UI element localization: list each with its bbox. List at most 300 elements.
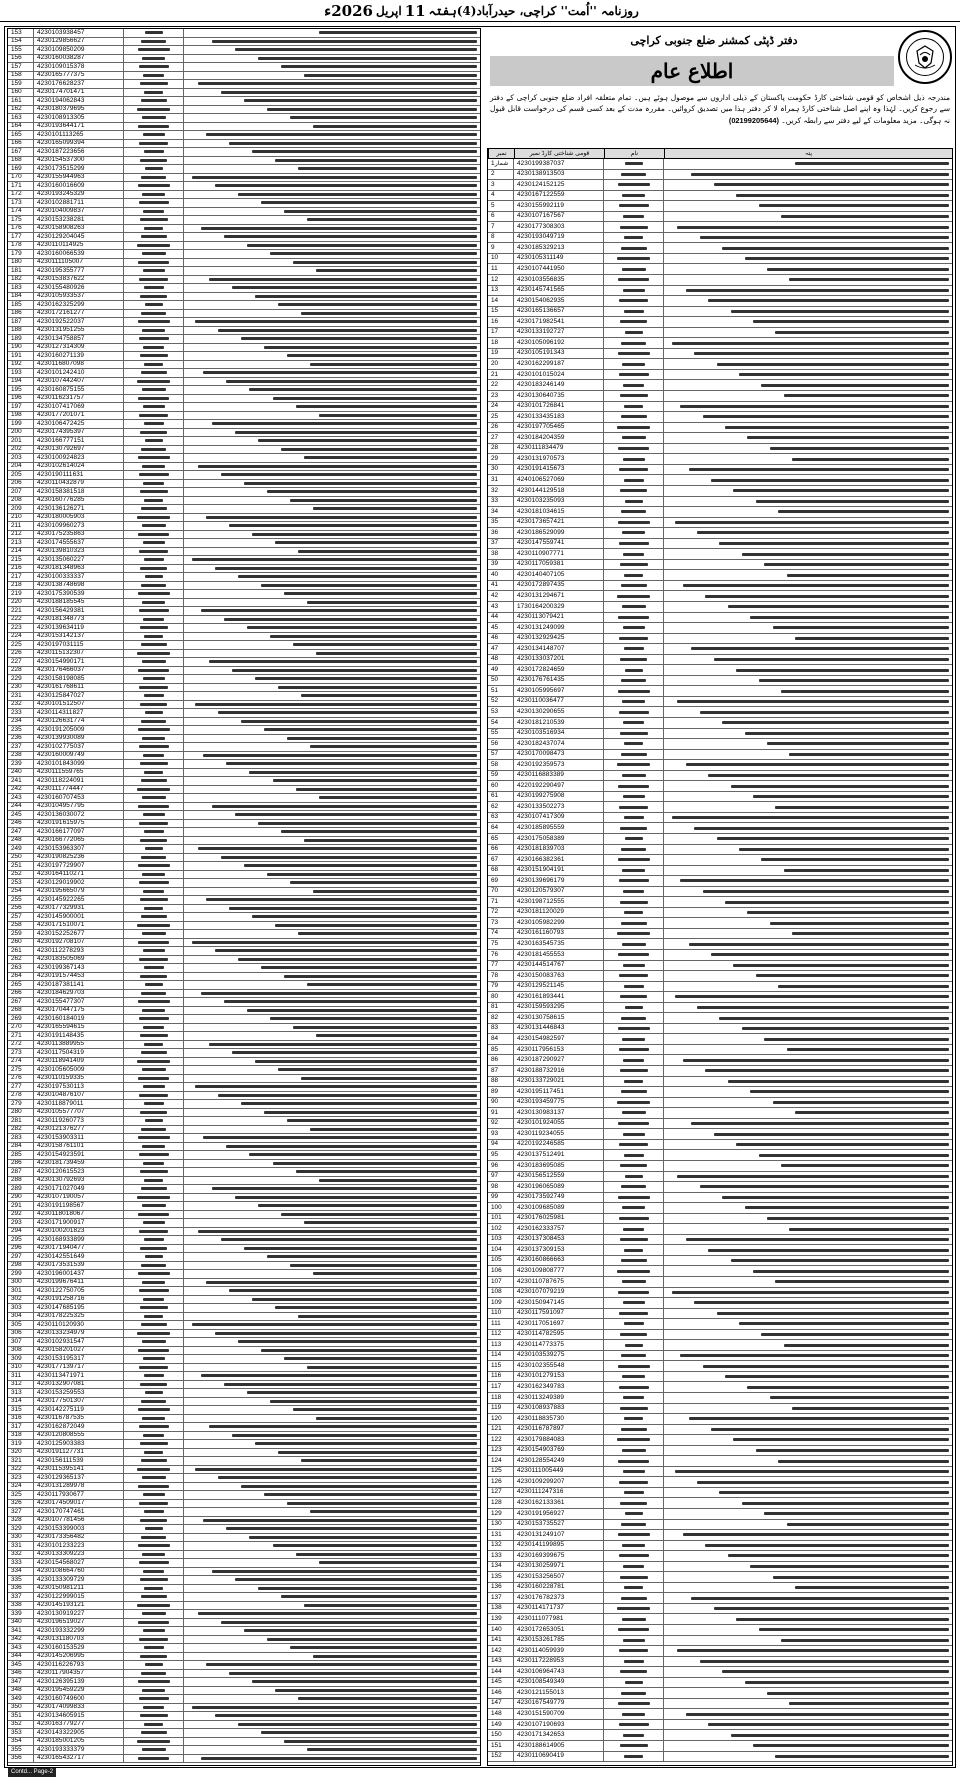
name-text-illegible xyxy=(624,1249,643,1252)
name-text-illegible xyxy=(620,827,647,830)
address-text-illegible xyxy=(229,142,477,145)
serial-number: 93 xyxy=(488,1129,514,1139)
name-cell xyxy=(604,1730,664,1740)
table-row xyxy=(488,729,952,740)
address-text-illegible xyxy=(296,1170,477,1173)
serial-number: 156 xyxy=(8,55,34,63)
address-text-illegible xyxy=(731,310,949,313)
name-text-illegible xyxy=(144,1102,164,1105)
name-cell xyxy=(604,1625,664,1635)
table-row xyxy=(8,752,480,761)
name-text-illegible xyxy=(625,162,643,165)
name-text-illegible xyxy=(141,856,166,859)
address-text-illegible xyxy=(241,1102,477,1105)
name-cell xyxy=(124,1738,184,1746)
address-cell xyxy=(184,956,480,964)
table-row xyxy=(488,1435,952,1446)
serial-number: 194 xyxy=(8,378,34,386)
cnic-number: 4230116787897 xyxy=(514,1425,604,1435)
address-cell xyxy=(664,665,952,675)
cnic-number: 4230196001437 xyxy=(34,1270,124,1278)
cnic-number: 4230133037201 xyxy=(514,655,604,665)
serial-number: 16 xyxy=(488,317,514,327)
name-text-illegible xyxy=(622,1375,645,1378)
address-cell xyxy=(664,1087,952,1097)
address-cell xyxy=(664,539,952,549)
name-text-illegible xyxy=(140,490,168,493)
serial-number: 326 xyxy=(8,1500,34,1508)
address-cell xyxy=(664,1055,952,1065)
serial-number: 101 xyxy=(488,1214,514,1224)
name-cell xyxy=(124,463,184,471)
serial-number: 335 xyxy=(8,1576,34,1584)
serial-number: 127 xyxy=(488,1488,514,1498)
serial-number: 312 xyxy=(8,1381,34,1389)
name-cell xyxy=(124,752,184,760)
cnic-number: 4230108664760 xyxy=(34,1568,124,1576)
address-text-illegible xyxy=(258,57,477,60)
address-cell xyxy=(664,718,952,728)
serial-number: 255 xyxy=(8,896,34,904)
name-cell xyxy=(604,465,664,475)
table-row xyxy=(488,1309,952,1320)
serial-number: 150 xyxy=(488,1730,514,1740)
address-text-illegible xyxy=(759,1628,949,1631)
name-text-illegible xyxy=(622,194,645,197)
address-text-illegible xyxy=(316,269,477,272)
serial-number: 204 xyxy=(8,463,34,471)
serial-number: 295 xyxy=(8,1236,34,1244)
cnic-number: 4230193459775 xyxy=(514,1098,604,1108)
serial-number: 270 xyxy=(8,1024,34,1032)
cnic-number: 4230170747461 xyxy=(34,1508,124,1516)
name-cell xyxy=(124,1576,184,1584)
serial-number: 273 xyxy=(8,1049,34,1057)
serial-number: 190 xyxy=(8,344,34,352)
name-text-illegible xyxy=(145,847,163,850)
cnic-number: 4230191205009 xyxy=(34,726,124,734)
name-cell xyxy=(604,897,664,907)
address-text-illegible xyxy=(728,1554,949,1557)
cnic-number: 4230140407105 xyxy=(514,570,604,580)
address-text-illegible xyxy=(795,1111,949,1114)
name-text-illegible xyxy=(143,1357,165,1360)
address-cell xyxy=(664,338,952,348)
name-cell xyxy=(124,1372,184,1380)
cnic-number: 4230173515299 xyxy=(34,165,124,173)
name-text-illegible xyxy=(621,1090,647,1093)
table-row xyxy=(8,956,480,965)
table-row xyxy=(8,1287,480,1296)
address-cell xyxy=(184,1041,480,1049)
serial-number: 297 xyxy=(8,1253,34,1261)
table-row xyxy=(488,982,952,993)
cnic-number: 4230150083763 xyxy=(514,971,604,981)
cnic-number: 4230131446843 xyxy=(514,1024,604,1034)
name-text-illegible xyxy=(618,1702,650,1705)
name-cell xyxy=(604,1414,664,1424)
address-text-illegible xyxy=(201,609,477,612)
cnic-number: 4230103938457 xyxy=(34,29,124,37)
cnic-number: 4230102881711 xyxy=(34,199,124,207)
name-cell xyxy=(124,556,184,564)
serial-number: 355 xyxy=(8,1746,34,1754)
table-row xyxy=(488,845,952,856)
name-text-illegible xyxy=(624,236,643,239)
address-cell xyxy=(184,896,480,904)
notice-body-line-3: مزید معلومات کے لیے دفتر سے رابطہ کریں۔ xyxy=(781,115,917,125)
address-text-illegible xyxy=(759,679,949,682)
table-row xyxy=(8,1117,480,1126)
address-cell xyxy=(184,1636,480,1644)
name-text-illegible xyxy=(142,57,165,60)
name-text-illegible xyxy=(142,1689,165,1692)
table-row xyxy=(8,310,480,319)
address-text-illegible xyxy=(201,1757,477,1760)
name-text-illegible xyxy=(623,1228,644,1231)
serial-number: 233 xyxy=(8,709,34,717)
name-cell xyxy=(604,1129,664,1139)
address-cell xyxy=(184,1704,480,1712)
address-cell xyxy=(184,1126,480,1134)
address-cell xyxy=(184,1015,480,1023)
address-text-illegible xyxy=(293,1026,477,1029)
address-cell xyxy=(184,905,480,913)
cnic-number: 4230193332299 xyxy=(34,1627,124,1635)
serial-number: 343 xyxy=(8,1644,34,1652)
name-cell xyxy=(604,1203,664,1213)
name-cell xyxy=(124,1279,184,1287)
table-row xyxy=(8,896,480,905)
name-text-illegible xyxy=(623,1396,644,1399)
address-text-illegible xyxy=(244,864,477,867)
address-text-illegible xyxy=(319,796,477,799)
address-text-illegible xyxy=(750,616,949,619)
serial-number: 130 xyxy=(488,1520,514,1530)
cnic-number: 4230162325299 xyxy=(34,301,124,309)
name-cell xyxy=(124,395,184,403)
serial-number: 28 xyxy=(488,444,514,454)
address-text-illegible xyxy=(293,261,477,264)
address-text-illegible xyxy=(226,380,477,383)
address-cell xyxy=(664,328,952,338)
address-text-illegible xyxy=(232,1051,477,1054)
cnic-number: 4230101113265 xyxy=(34,131,124,139)
serial-number: 12 xyxy=(488,275,514,285)
serial-number: 25 xyxy=(488,412,514,422)
address-text-illegible xyxy=(781,215,949,218)
name-cell xyxy=(604,939,664,949)
address-text-illegible xyxy=(767,742,949,745)
address-cell xyxy=(184,1517,480,1525)
name-cell xyxy=(124,1508,184,1516)
serial-number: 262 xyxy=(8,956,34,964)
table-row xyxy=(488,539,952,550)
serial-number: 189 xyxy=(8,335,34,343)
cnic-number: 4230174555637 xyxy=(34,539,124,547)
serial-number: 348 xyxy=(8,1687,34,1695)
serial-number: 14 xyxy=(488,296,514,306)
table-row xyxy=(8,208,480,217)
name-text-illegible xyxy=(139,1502,168,1505)
address-cell xyxy=(184,913,480,921)
address-cell xyxy=(664,1604,952,1614)
name-cell xyxy=(604,170,664,180)
address-cell xyxy=(184,786,480,794)
name-text-illegible xyxy=(138,48,170,51)
serial-number: 258 xyxy=(8,922,34,930)
name-text-illegible xyxy=(143,754,164,757)
cnic-number: 4230113471971 xyxy=(34,1372,124,1380)
name-text-illegible xyxy=(622,1038,645,1041)
cnic-number: 4230116231757 xyxy=(34,395,124,403)
header-cnic: قومی شناختی کارڈ نمبر xyxy=(514,149,604,158)
address-cell xyxy=(664,1098,952,1108)
cnic-number: 4230171900917 xyxy=(34,1219,124,1227)
serial-number: 231 xyxy=(8,692,34,700)
table-row xyxy=(488,1235,952,1246)
serial-number: 234 xyxy=(8,718,34,726)
table-row xyxy=(8,174,480,183)
address-cell xyxy=(184,344,480,352)
table-row xyxy=(488,697,952,708)
address-cell xyxy=(664,655,952,665)
name-text-illegible xyxy=(137,108,170,111)
serial-number: 296 xyxy=(8,1245,34,1253)
table-row xyxy=(488,497,952,508)
address-text-illegible xyxy=(221,856,477,859)
cnic-number: 4230192359573 xyxy=(514,760,604,770)
cnic-number: 4230166772065 xyxy=(34,837,124,845)
name-cell xyxy=(124,531,184,539)
address-text-illegible xyxy=(784,1344,949,1347)
name-cell xyxy=(604,1140,664,1150)
address-cell xyxy=(664,971,952,981)
address-text-illegible xyxy=(224,1383,477,1386)
cnic-number: 4230109960273 xyxy=(34,522,124,530)
table-row xyxy=(8,599,480,608)
name-text-illegible xyxy=(623,1301,645,1304)
serial-number: 271 xyxy=(8,1032,34,1040)
cnic-number: 4230181348963 xyxy=(34,565,124,573)
address-cell xyxy=(184,922,480,930)
name-cell xyxy=(124,1083,184,1091)
table-row xyxy=(488,897,952,908)
address-text-illegible xyxy=(244,1247,477,1250)
name-cell xyxy=(604,707,664,717)
address-cell xyxy=(184,709,480,717)
name-cell xyxy=(124,930,184,938)
name-cell xyxy=(124,1049,184,1057)
address-text-illegible xyxy=(255,677,477,680)
name-text-illegible xyxy=(144,499,163,502)
name-cell xyxy=(604,1667,664,1677)
name-cell xyxy=(604,1425,664,1435)
cnic-number: 4230118224091 xyxy=(34,777,124,785)
table-row xyxy=(488,813,952,824)
address-cell xyxy=(184,1287,480,1295)
address-cell xyxy=(664,1129,952,1139)
address-text-illegible xyxy=(775,1755,949,1758)
address-cell xyxy=(664,1752,952,1762)
table-row xyxy=(8,1296,480,1305)
cnic-number: 4220192246585 xyxy=(514,1140,604,1150)
name-text-illegible xyxy=(624,742,643,745)
cnic-number: 4230120579307 xyxy=(514,887,604,897)
name-cell xyxy=(124,1746,184,1754)
name-cell xyxy=(124,1015,184,1023)
address-text-illegible xyxy=(767,1217,949,1220)
serial-number: 191 xyxy=(8,352,34,360)
name-cell xyxy=(124,1117,184,1125)
serial-number: 170 xyxy=(8,174,34,182)
name-cell xyxy=(124,165,184,173)
table-row xyxy=(8,437,480,446)
address-text-illegible xyxy=(711,953,949,956)
table-row xyxy=(8,1330,480,1339)
name-cell xyxy=(604,1309,664,1319)
table-row xyxy=(488,634,952,645)
table-row xyxy=(8,573,480,582)
table-row xyxy=(8,454,480,463)
cnic-number: 4230130983137 xyxy=(514,1108,604,1118)
address-text-illegible xyxy=(697,1481,949,1484)
address-text-illegible xyxy=(753,1744,949,1747)
name-text-illegible xyxy=(617,595,650,598)
cnic-number: 4230109299207 xyxy=(514,1477,604,1487)
name-text-illegible xyxy=(618,690,650,693)
address-cell xyxy=(664,1319,952,1329)
address-cell xyxy=(184,650,480,658)
address-text-illegible xyxy=(264,728,477,731)
name-text-illegible xyxy=(619,1312,648,1315)
address-text-illegible xyxy=(770,447,949,450)
cnic-number: 4230177329931 xyxy=(34,905,124,913)
name-cell xyxy=(124,709,184,717)
name-text-illegible xyxy=(144,635,163,638)
address-text-illegible xyxy=(787,574,949,577)
name-cell xyxy=(604,1530,664,1540)
cnic-number: 4230117051697 xyxy=(514,1319,604,1329)
address-text-illegible xyxy=(287,1502,477,1505)
serial-number: 22 xyxy=(488,380,514,390)
name-text-illegible xyxy=(623,215,644,218)
name-text-illegible xyxy=(621,679,646,682)
address-text-illegible xyxy=(270,252,477,255)
serial-number: 290 xyxy=(8,1194,34,1202)
address-text-illegible xyxy=(206,516,477,519)
serial-number: 102 xyxy=(488,1224,514,1234)
serial-number: 5 xyxy=(488,201,514,211)
name-cell xyxy=(124,905,184,913)
serial-number: 134 xyxy=(488,1562,514,1572)
notice-phone: (02199205644) xyxy=(728,115,779,125)
table-row xyxy=(488,1077,952,1088)
name-text-illegible xyxy=(621,753,647,756)
name-text-illegible xyxy=(138,1757,169,1760)
serial-number: 199 xyxy=(8,420,34,428)
address-cell xyxy=(184,446,480,454)
address-cell xyxy=(664,634,952,644)
serial-number: 278 xyxy=(8,1092,34,1100)
serial-number: 43 xyxy=(488,602,514,612)
address-cell xyxy=(184,1644,480,1652)
table-row xyxy=(488,1709,952,1720)
serial-number: 341 xyxy=(8,1627,34,1635)
serial-number: 72 xyxy=(488,908,514,918)
cnic-number: 4230131970573 xyxy=(514,454,604,464)
name-cell xyxy=(124,1398,184,1406)
name-cell xyxy=(604,243,664,253)
address-text-illegible xyxy=(290,1264,477,1267)
cnic-number: 4230138748698 xyxy=(34,582,124,590)
name-cell xyxy=(604,507,664,517)
serial-number: 24 xyxy=(488,402,514,412)
name-text-illegible xyxy=(137,1060,170,1063)
address-text-illegible xyxy=(198,1230,477,1233)
name-cell xyxy=(604,1446,664,1456)
address-text-illegible xyxy=(281,448,477,451)
table-row xyxy=(488,307,952,318)
cnic-number: 4230193333379 xyxy=(34,1746,124,1754)
name-text-illegible xyxy=(624,816,644,819)
government-emblem xyxy=(898,30,952,84)
cnic-number: 4230145922265 xyxy=(34,896,124,904)
cnic-number: 4230190825236 xyxy=(34,854,124,862)
address-text-illegible xyxy=(261,1731,477,1734)
address-cell xyxy=(184,463,480,471)
address-text-illegible xyxy=(224,618,477,621)
name-cell xyxy=(124,412,184,420)
cnic-number: 4230110159335 xyxy=(34,1075,124,1083)
name-cell xyxy=(124,148,184,156)
name-cell xyxy=(124,1534,184,1542)
address-text-illegible xyxy=(284,210,477,213)
cnic-number: 4230105933537 xyxy=(34,293,124,301)
name-cell xyxy=(124,1160,184,1168)
address-cell xyxy=(184,718,480,726)
address-cell xyxy=(184,1738,480,1746)
serial-number: 155 xyxy=(8,46,34,54)
cnic-number: 4230113889955 xyxy=(34,1041,124,1049)
cnic-number: 4230183246149 xyxy=(514,380,604,390)
name-cell xyxy=(604,212,664,222)
serial-number: 285 xyxy=(8,1151,34,1159)
cnic-number: 4230102614024 xyxy=(34,463,124,471)
address-cell xyxy=(184,1253,480,1261)
notice-title-box xyxy=(490,56,894,86)
table-row xyxy=(8,556,480,565)
name-cell xyxy=(604,1161,664,1171)
name-text-illegible xyxy=(141,1264,166,1267)
name-cell xyxy=(124,1330,184,1338)
table-row xyxy=(8,403,480,412)
serial-number: 247 xyxy=(8,828,34,836)
serial-number: 309 xyxy=(8,1355,34,1363)
name-cell xyxy=(124,233,184,241)
table-row xyxy=(8,1746,480,1755)
name-cell xyxy=(604,191,664,201)
name-text-illegible xyxy=(141,1731,167,1734)
address-cell xyxy=(184,1219,480,1227)
serial-number: 272 xyxy=(8,1041,34,1049)
serial-number: 344 xyxy=(8,1653,34,1661)
address-cell xyxy=(184,72,480,80)
name-cell xyxy=(604,1182,664,1192)
name-cell xyxy=(124,794,184,802)
table-row xyxy=(488,1193,952,1204)
name-cell xyxy=(604,201,664,211)
